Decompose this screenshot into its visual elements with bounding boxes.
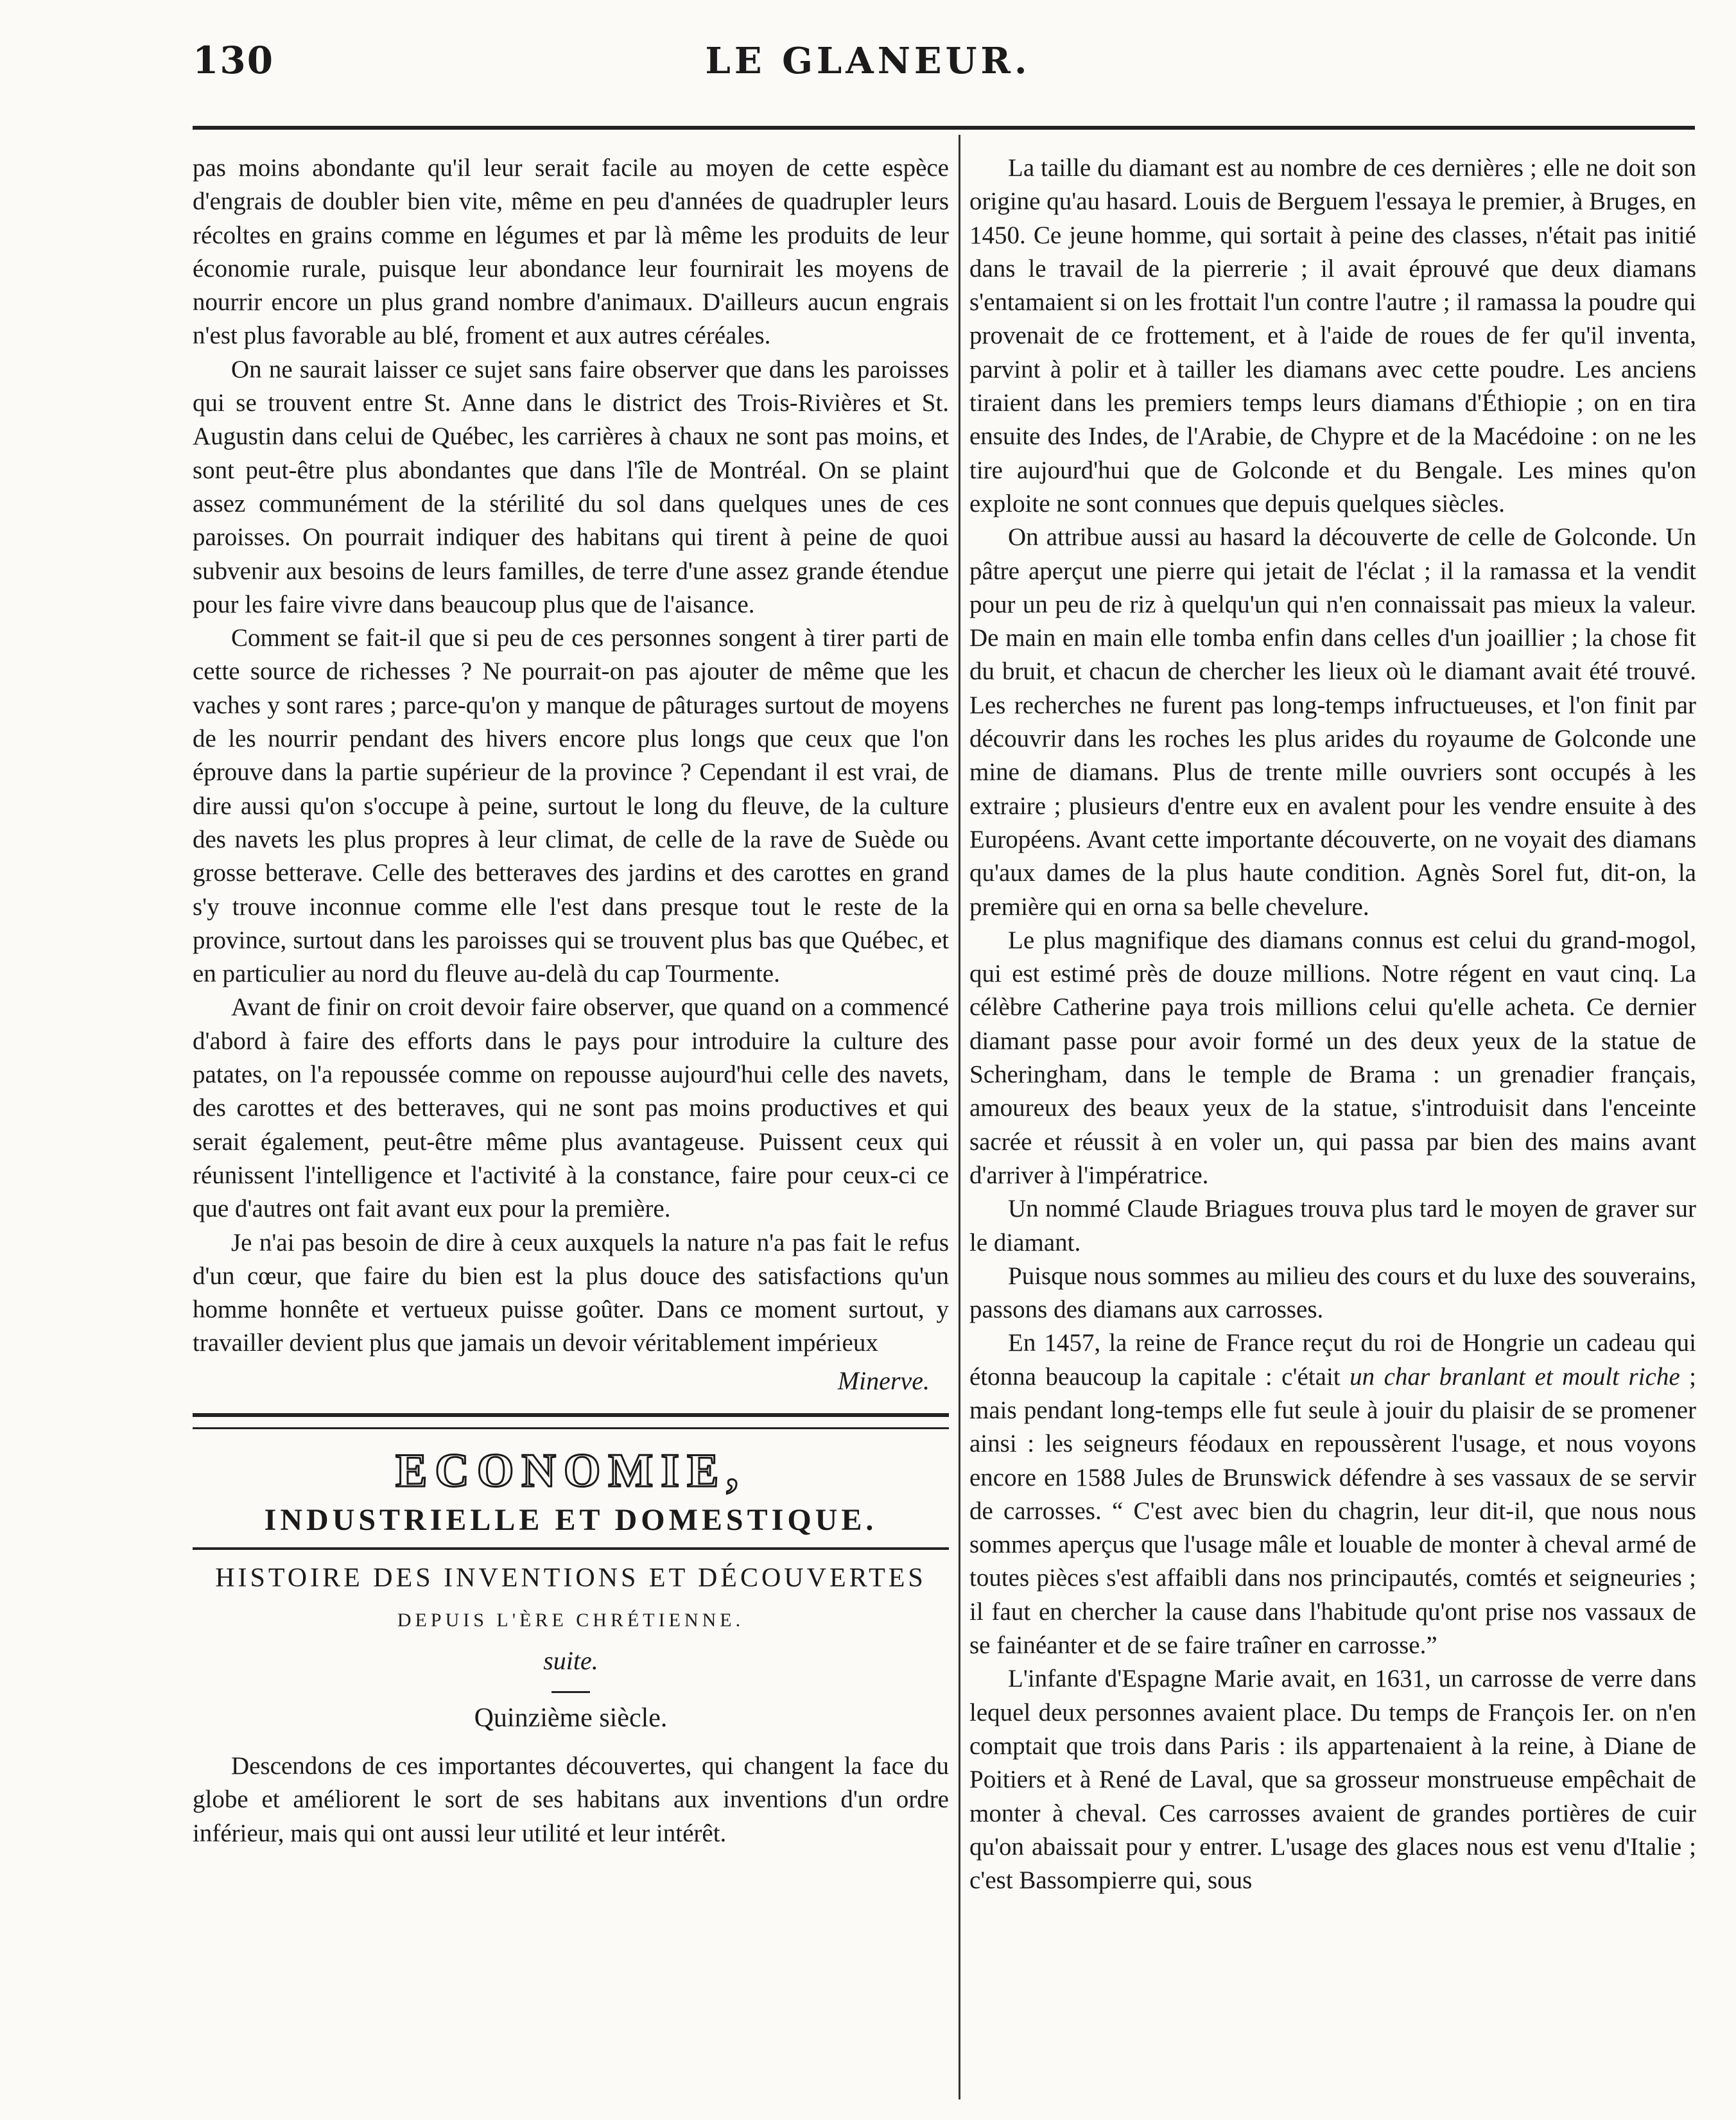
short-rule xyxy=(551,1691,590,1693)
right-column xyxy=(969,152,1696,1897)
paragraph: Avant de finir on croit devoir faire observer, que quand on a commencé d'abord à faire des efforts dans le pays pour introduire la culture des patates, on l'a repoussée comme on repousse aujourd'hui celle des navets, des carottes et des betteraves, qui ne sont pas moins productives et qui serait également, peut-être même plus avantageuse. Puissent ceux qui réunissent l'intelligence et l'activité à la constance, faire pour ceux-ci ce que d'autres ont fait avant eux pour la première. xyxy=(193,993,949,1223)
journal-title: LE GLANEUR. xyxy=(705,40,1031,82)
left-column xyxy=(193,152,949,1850)
paragraph: Descendons de ces importantes découvertes, qui changent la face du globe et améliorent le sort de ses habitans aux inventions d'un ordre inférieur, mais qui ont aussi leur utilité et leur intérêt. xyxy=(193,1751,949,1847)
column-divider xyxy=(959,135,960,2099)
section-title: ECONOMIE, xyxy=(395,1444,746,1497)
italic-phrase: un char branlant et moult riche xyxy=(1350,1362,1680,1391)
paragraph: pas moins abondante qu'il leur serait facile au moyen de cette espèce d'engrais de doubler bien vite, même en peu d'années de quadrupler leurs récoltes en grains comme en légumes et par là même les produits de leur économie rurale, puisque leur abondance leur fournirait les moyens de nourrir encore un plus grand nombre d'animaux. D'ailleurs aucun engrais n'est plus favorable au blé, froment et aux autres céréales. xyxy=(193,154,949,350)
paragraph: Puisque nous sommes au milieu des cours et du luxe des souverains, passons des diamans aux carrosses. xyxy=(969,1262,1696,1324)
page-header xyxy=(0,26,1736,96)
paragraph: Comment se fait-il que si peu de ces personnes songent à tirer parti de cette source de richesses ? Ne pourrait-on pas ajouter de même que les vaches y sont rares ; parce-qu'on y manque de pâturages surtout de moyens de les nourrir pendant des hivers encore plus longs que ceux que l'on éprouve dans la partie supérieur de la province ? Cependant il est vrai, de dire aussi qu'on s'occupe à peine, surtout le long du fleuve, de la culture des navets les plus propres à leur climat, de celle de la rave de Suède ou grosse betterave. Celle des betteraves des jardins et des carottes en grand s'y trouve inconnue comme elle l'est dans presque tout le reste de la province, surtout dans les paroisses qui se trouvent plus bas que Québec, et en particulier au nord du fleuve au-delà du cap Tourmente. xyxy=(193,624,949,988)
paragraph: La taille du diamant est au nombre de ces dernières ; elle ne doit son origine qu'au hasard. Louis de Berguem l'essaya le premier, à Bruges, en 1450. Ce jeune homme, qui sortait à peine des classes, n'était pas initié dans le travail de la pierrerie ; il avait éprouvé que deux diamans s'entamaient si on les frottait l'un contre l'autre ; il ramassa la poudre qui provenait de ce frottement, et à l'aide de roues de fer qu'il inventa, parvint à polir et à tailler les diamans avec cette poudre. Les anciens tiraient dans les premiers temps leurs diamans d'Éthiopie ; on en tira ensuite des Indes, de l'Arabie, de Chypre et de la Macédoine : on ne les tire aujourd'hui que de Golconde et du Bengale. Les mines qu'on exploite ne sont connues que depuis quelques siècles. xyxy=(969,154,1696,517)
ornamental-rule xyxy=(193,1413,949,1429)
century-heading: Quinzième siècle. xyxy=(474,1703,668,1733)
text-run: En 1457, la reine de France reçut du roi de Hongrie un cadeau qui étonna beaucoup la capitale : c'était xyxy=(969,1329,1696,1391)
article-subtitle: DEPUIS L'ÈRE CHRÉTIENNE. xyxy=(397,1609,745,1631)
paragraph xyxy=(969,1326,1696,1662)
signature: Minerve. xyxy=(837,1366,930,1395)
paragraph: On ne saurait laisser ce sujet sans faire observer que dans les paroisses qui se trouvent entre St. Anne dans le district des Trois-Rivières et St. Augustin dans celui de Québec, les carrières à chaux ne sont pas moins, et sont peut-être plus abondantes que dans l'île de Montréal. On se plaint assez communément de la stérilité du sol dans quelques unes de ces paroisses. On pourrait indiquer des habitans qui tirent à peine de quoi subvenir aux besoins de leurs familles, de terre d'une assez grande étendue pour les faire vivre dans beaucoup plus que de l'aisance. xyxy=(193,355,949,618)
article-title: HISTOIRE DES INVENTIONS ET DÉCOUVERTES xyxy=(215,1563,926,1593)
header-rule xyxy=(193,126,1695,130)
paragraph: On attribue aussi au hasard la découverte de celle de Golconde. Un pâtre aperçut une pierre qui jetait de l'éclat ; il la ramassa et la vendit pour un peu de riz à quelqu'un qui n'en connaissait pas mieux la valeur. De main en main elle tomba enfin dans celles d'un joaillier ; la chose fit du bruit, et chacun de chercher les lieux où le diamant avait été trouvé. Les recherches ne furent pas long-temps infructueuses, et l'on finit par découvrir dans les roches les plus arides du royaume de Golconde une mine de diamans. Plus de trente mille ouvriers sont occupés à les extraire ; plusieurs d'entre eux en avalent pour les vendre ensuite à des Européens. Avant cette importante découverte, on ne voyait des diamans qu'aux dames de la plus haute condition. Agnès Sorel fut, dit-on, la première qui en orna sa belle chevelure. xyxy=(969,523,1696,921)
paragraph: Un nommé Claude Briagues trouva plus tard le moyen de graver sur le diamant. xyxy=(969,1195,1696,1256)
paragraph: Je n'ai pas besoin de dire à ceux auxquels la nature n'a pas fait le refus d'un cœur, que faire du bien est la plus douce des satisfactions qu'un homme honnête et vertueux puisse goûter. Dans ce moment surtout, y travailler devient plus que jamais un devoir véritablement impérieux xyxy=(193,1228,949,1357)
article-suite: suite. xyxy=(543,1646,598,1675)
paragraph: L'infante d'Espagne Marie avait, en 1631, un carrosse de verre dans lequel deux personnes avaient place. Du temps de François Ier. on n'en comptait que trois dans Paris : ils appartenaient à la reine, à Diane de Poitiers et à René de Laval, que sa grosseur monstrueuse empêchait de monter à cheval. Ces carrosses avaient de grandes portières de cuir qu'on abaissait pour y entrer. L'usage des glaces nous est venu d'Italie ; c'est Bassompierre qui, sous xyxy=(969,1665,1696,1895)
text-run: ; mais pendant long-temps elle fut seule à jouir du plaisir de se promener ainsi : les seigneurs féodaux en repoussèrent l'usage, et nous voyons encore en 1588 Jules de Brunswick défendre à ses vassaux de se servir de carrosses. “ C'est avec bien du chagrin, leur dit-il, que nous nous sommes aperçus que l'usage mâle et louable de monter à cheval armé de toutes pièces s'est affaibli dans nos principautés, comtés et seigneuries ; il faut en chercher la cause dans l'habitude qu'ont prise nos vassaux de se fainéanter et de se faire traîner en carrosse.” xyxy=(969,1362,1697,1660)
page-number: 130 xyxy=(193,39,275,82)
section-subtitle: INDUSTRIELLE ET DOMESTIQUE. xyxy=(193,1500,949,1550)
paragraph: Le plus magnifique des diamans connus est celui du grand-mogol, qui est estimé près de douze millions. Notre régent en vaut cinq. La célèbre Catherine paya trois millions celui qu'elle acheta. Ce dernier diamant passe pour avoir formé un des deux yeux de la statue de Scheringham, dans le temple de Brama : un grenadier français, amoureux des beaux yeux de la statue, s'introduisit dans l'enceinte sacrée et réussit à en voler un, qui passa par bien des mains avant d'arriver à l'impératrice. xyxy=(969,926,1696,1189)
